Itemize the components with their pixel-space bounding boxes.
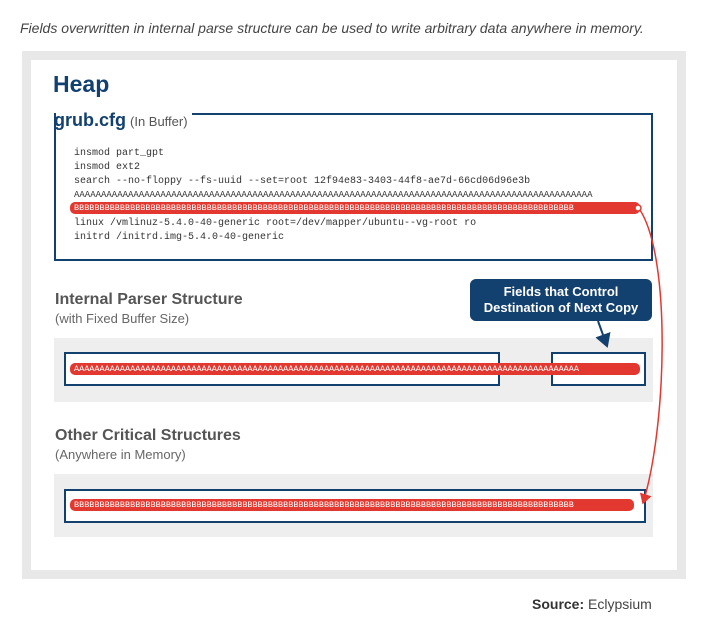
code-line-2: insmod ext2: [74, 162, 141, 173]
other-payload-bar: BBBBBBBBBBBBBBBBBBBBBBBBBBBBBBBBBBBBBBBBBBBBBBBBBBBBBBBBBBBBBBBBBBBBBBBBBBBBBBBBBBBBBBBBBBBBBBBBBB: [70, 499, 634, 511]
copy-destination-arrow: [640, 210, 662, 503]
callout-pointer-arrow: [598, 321, 607, 346]
code-line-a-overflow: AAAAAAAAAAAAAAAAAAAAAAAAAAAAAAAAAAAAAAAAAAAAAAAAAAAAAAAAAAAAAAAAAAAAAAAAAAAAAAAAAAAAAAAAAAAAAAAA: [74, 190, 593, 200]
code-line-linux: linux /vmlinuz-5.4.0-40-generic root=/dev/mapper/ubuntu--vg-root ro: [74, 218, 477, 229]
code-line-3: search --no-floppy --fs-uuid --set=root 12f94e83-3403-44f8-ae7d-66cd06d96e3b: [74, 176, 531, 187]
callout-line-1: Fields that Control: [503, 284, 619, 299]
parser-title: Internal Parser Structure: [55, 291, 243, 308]
source-credit: [532, 596, 652, 612]
parser-overflow-bar: AAAAAAAAAAAAAAAAAAAAAAAAAAAAAAAAAAAAAAAAAAAAAAAAAAAAAAAAAAAAAAAAAAAAAAAAAAAAAAAAAAAAAAAAAAAAAAAAAAA: [70, 363, 640, 375]
code-line-1: insmod part_gpt: [74, 148, 165, 159]
other-title: Other Critical Structures: [55, 427, 241, 444]
callout-line-2: Destination of Next Copy: [483, 300, 639, 315]
heap-title: Heap: [53, 71, 110, 97]
code-line-b-payload: BBBBBBBBBBBBBBBBBBBBBBBBBBBBBBBBBBBBBBBBBBBBBBBBBBBBBBBBBBBBBBBBBBBBBBBBBBBBBBBBBBBBBBBBBBBBBBBBBB: [70, 202, 640, 214]
other-subtitle: (Anywhere in Memory): [55, 447, 186, 462]
source-value: Eclypsium: [588, 596, 652, 612]
grub-subtitle: (In Buffer): [130, 114, 188, 129]
source-label: Source:: [532, 596, 585, 612]
parser-subtitle: (with Fixed Buffer Size): [55, 311, 190, 326]
figure-caption: Fields overwritten in internal parse structure can be used to write arbitrary data anywhere in memory.: [20, 20, 644, 36]
grub-title-text: grub.cfg: [54, 110, 126, 130]
code-line-initrd: initrd /initrd.img-5.4.0-40-generic: [74, 232, 285, 243]
